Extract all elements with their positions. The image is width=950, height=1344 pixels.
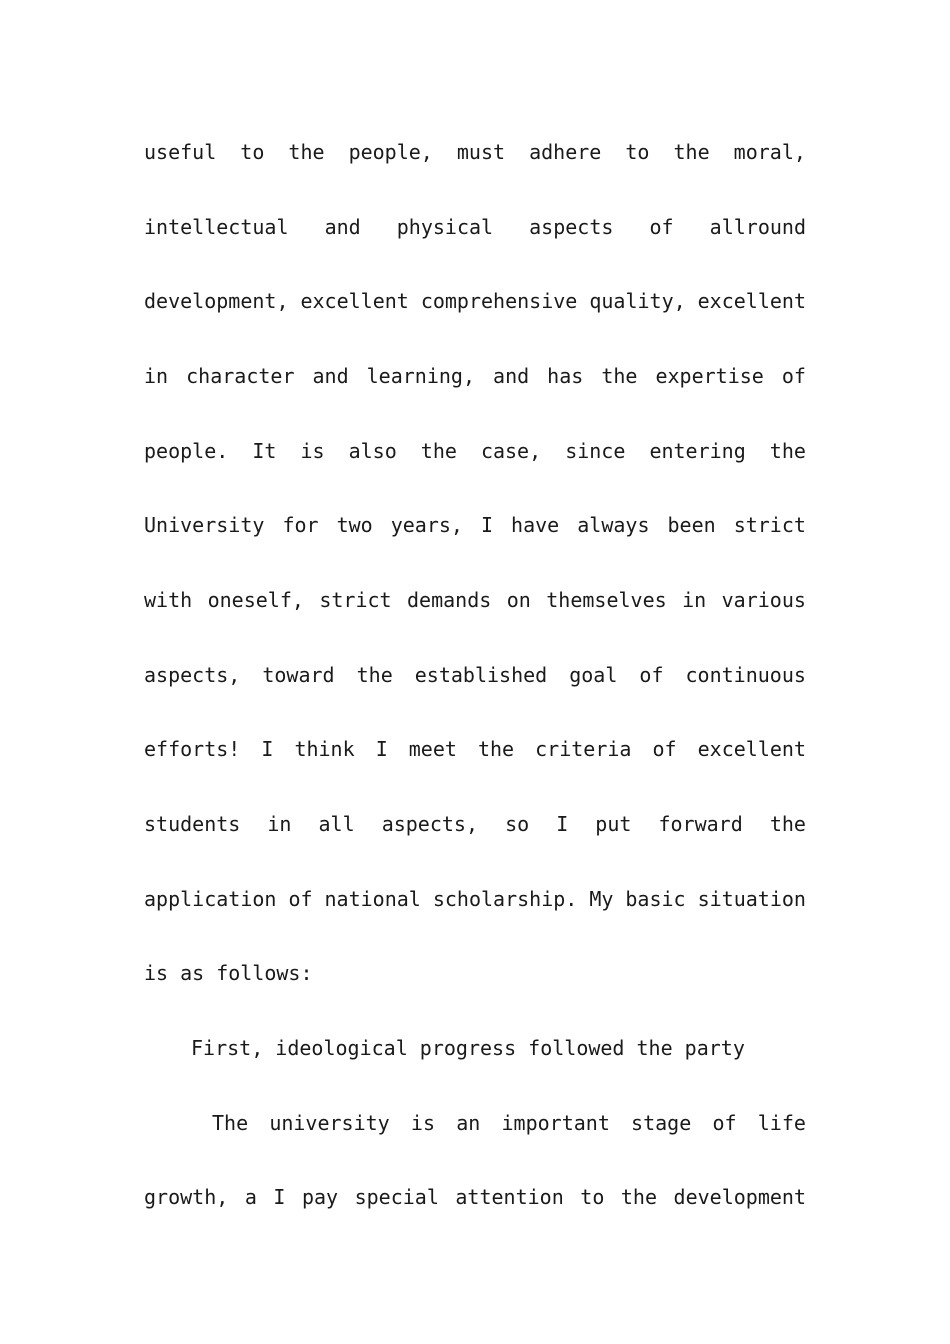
- text-line: useful to the people, must adhere to the moral,: [144, 140, 806, 164]
- text-line: students in all aspects, so I put forward the: [144, 812, 806, 836]
- text-line: University for two years, I have always been strict: [144, 513, 806, 537]
- text-line: development, excellent comprehensive quality, excellent: [144, 289, 806, 313]
- text-line: efforts! I think I meet the criteria of excellent: [144, 737, 806, 761]
- section-heading: First, ideological progress followed the party: [191, 1036, 745, 1060]
- text-line: with oneself, strict demands on themselves in various: [144, 588, 806, 612]
- text-line: in character and learning, and has the expertise of: [144, 364, 806, 388]
- text-line: application of national scholarship. My basic situation: [144, 887, 806, 911]
- text-line: intellectual and physical aspects of allround: [144, 215, 806, 239]
- text-line: aspects, toward the established goal of continuous: [144, 663, 806, 687]
- text-line: is as follows:: [144, 961, 313, 985]
- text-line: The university is an important stage of life: [212, 1111, 806, 1135]
- text-line: people. It is also the case, since entering the: [144, 439, 806, 463]
- text-line: growth, a I pay special attention to the development: [144, 1185, 806, 1209]
